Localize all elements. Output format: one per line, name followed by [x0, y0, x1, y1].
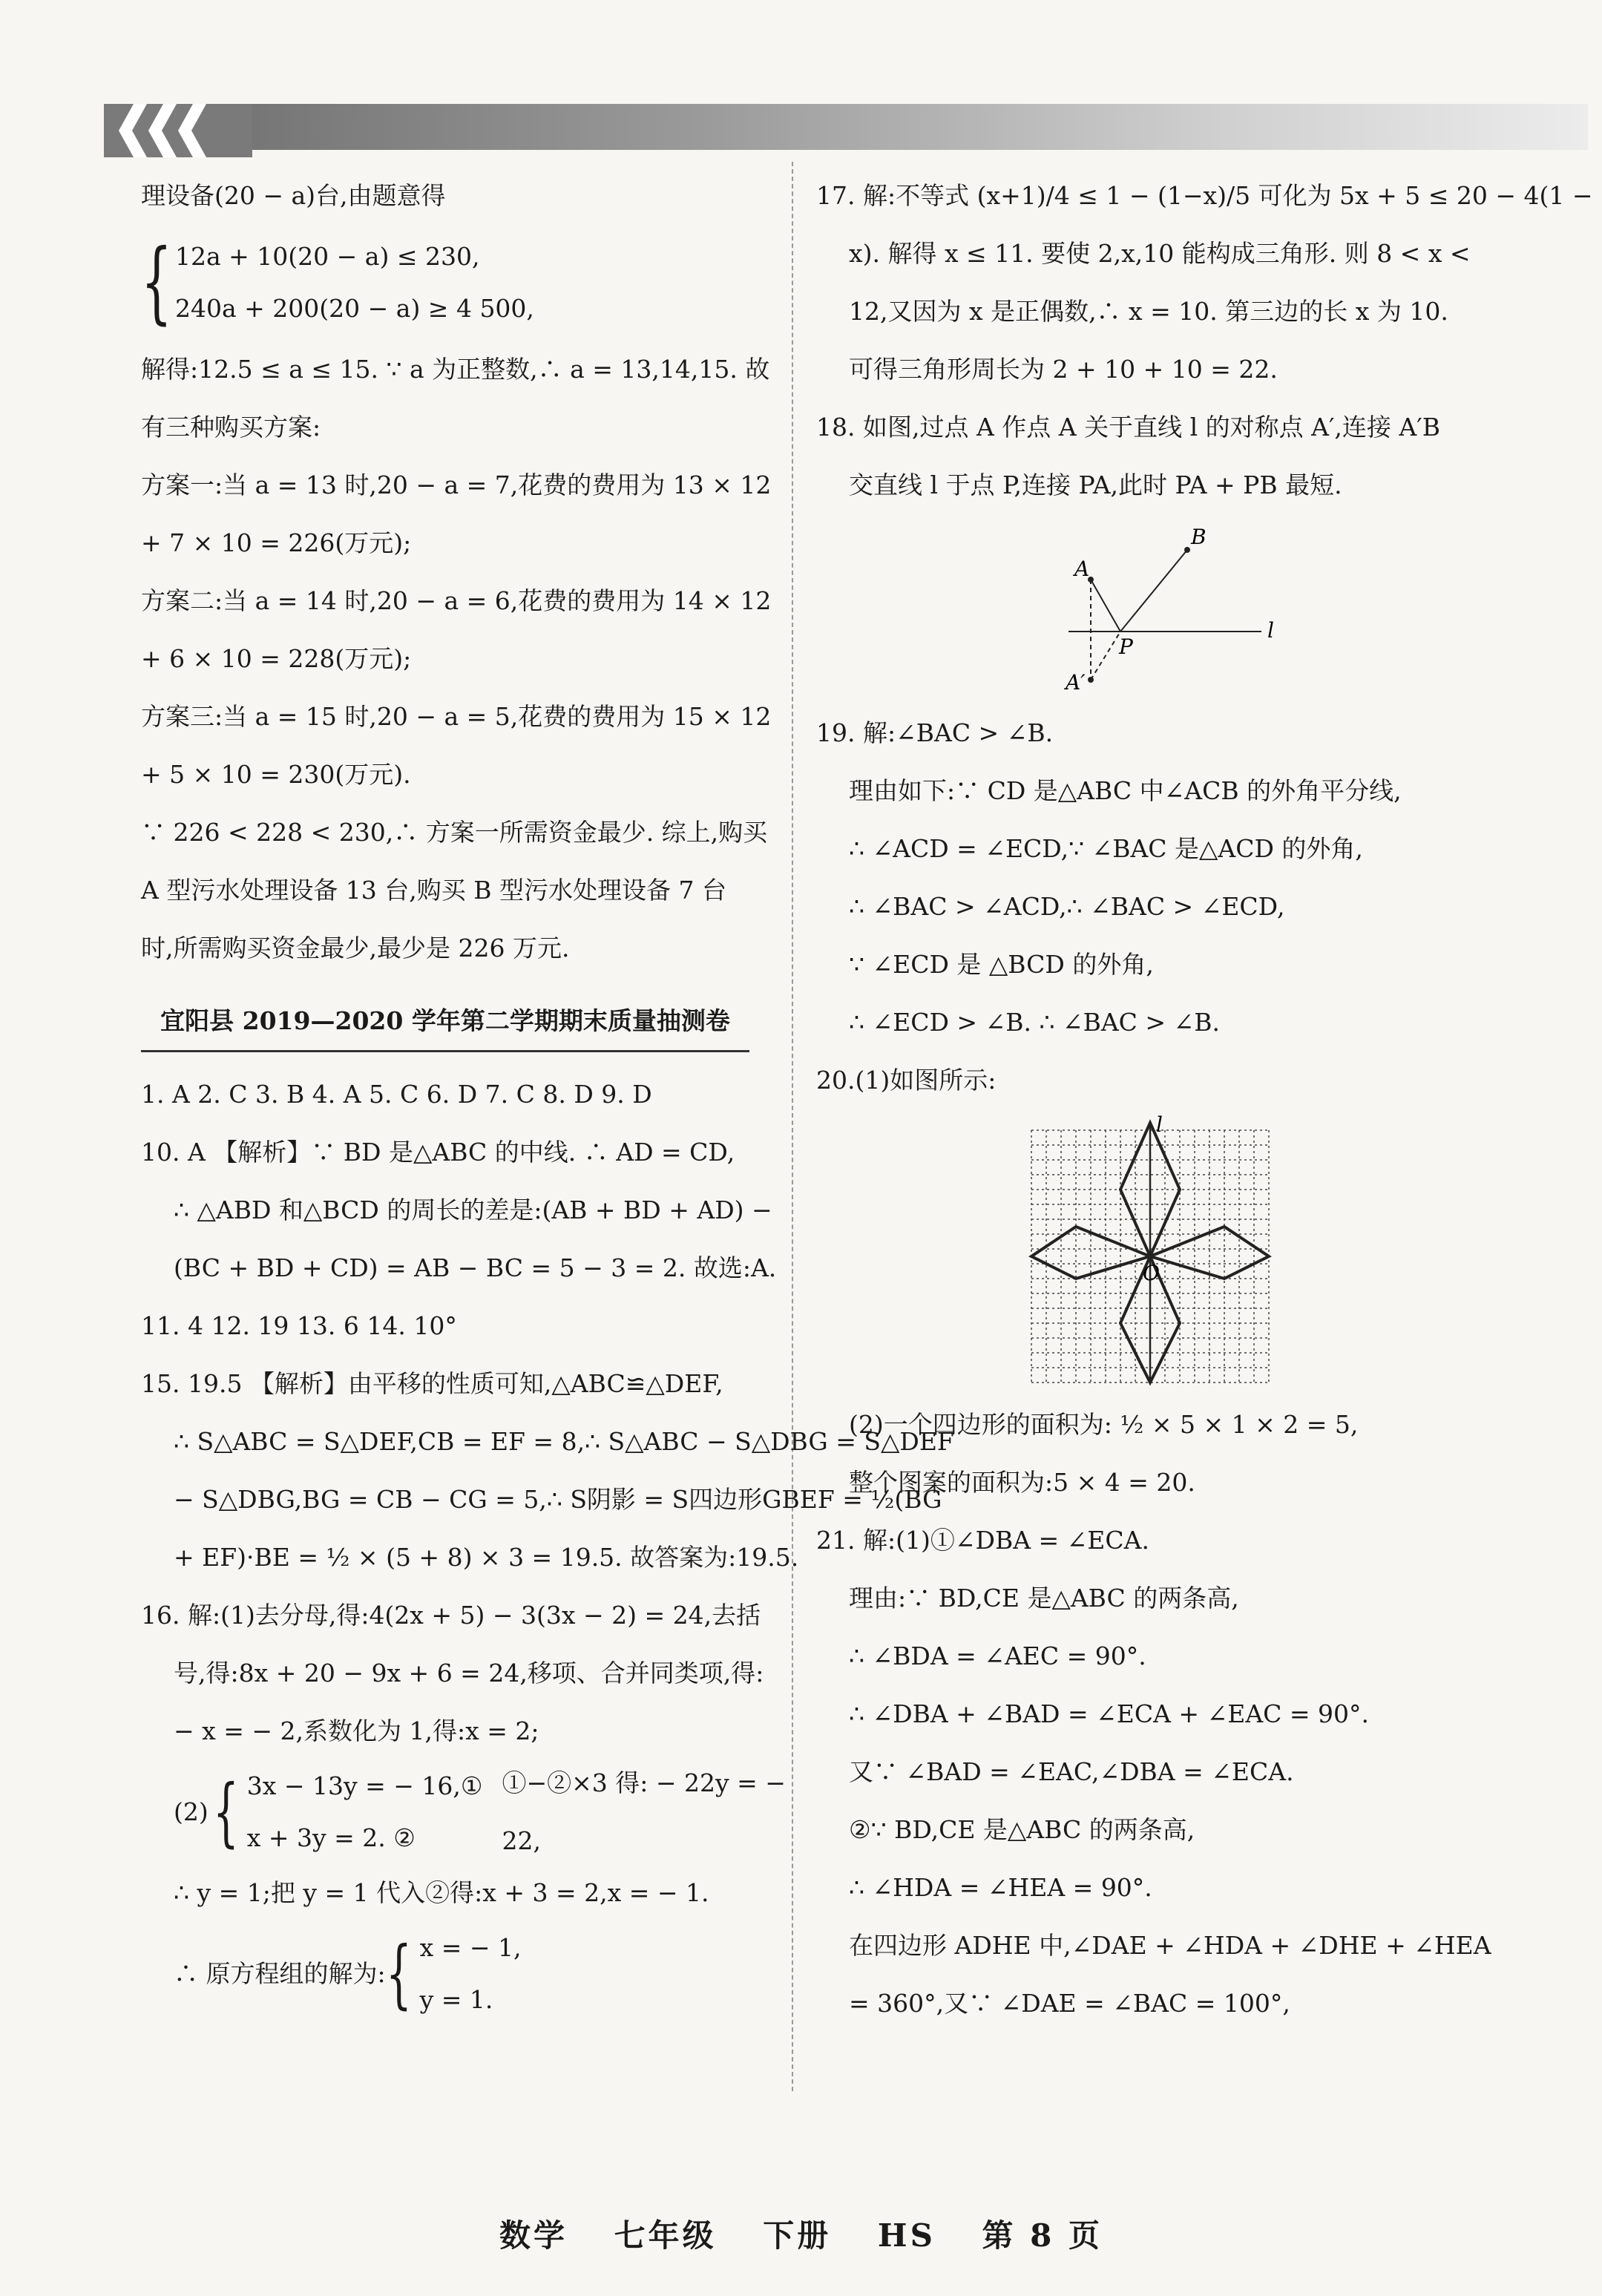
answer-line: ∴ ∠BDA = ∠AEC = 90°. [849, 1641, 1146, 1670]
solution-system [141, 1922, 794, 2026]
answer-line: − x = − 2,系数化为 1,得:x = 2; [174, 1716, 539, 1745]
answer-line: 在四边形 ADHE 中,∠DAE + ∠HDA + ∠DHE + ∠HEA [849, 1931, 1491, 1960]
answer-line: 15. 19.5 【解析】由平移的性质可知,△ABC≌△DEF, [141, 1369, 723, 1398]
text-line: + 5 × 10 = 230(万元). [141, 760, 411, 789]
symmetry-figure [816, 520, 1484, 698]
answer-line: 16. 解:(1)去分母,得:4(2x + 5) − 3(3x − 2) = 24,去括 [141, 1601, 761, 1630]
answer-line: ②∵ BD,CE 是△ABC 的两条高, [849, 1815, 1195, 1844]
section-heading: 宜阳县 2019—2020 学年第二学期期末质量抽测卷 [141, 992, 749, 1052]
answer-line: 可得三角形周长为 2 + 10 + 10 = 22. [849, 355, 1278, 384]
footer-term: 下册 [763, 2217, 832, 2254]
footer-subject: 数学 [499, 2217, 568, 2254]
label-b: B [1191, 525, 1207, 549]
footer-edition: HS [877, 2217, 936, 2254]
text-line: x + 3y = 2. ② [246, 1823, 416, 1852]
label-a: A [1074, 557, 1090, 581]
brace-icon: { [141, 231, 172, 334]
text-line: 12a + 10(20 − a) ≤ 230, [175, 242, 480, 271]
label-o: O [1143, 1261, 1160, 1285]
answer-line: 号,得:8x + 20 − 9x + 6 = 24,移项、合并同类项,得: [174, 1659, 764, 1687]
text-line: 方案三:当 a = 15 时,20 − a = 5,花费的费用为 15 × 12 [141, 702, 772, 731]
right-column [816, 167, 1593, 2033]
answer-line: ∴ ∠ACD = ∠ECD,∵ ∠BAC 是△ACD 的外角, [849, 834, 1363, 863]
answer-line: ∴ ∠HDA = ∠HEA = 90°. [849, 1873, 1152, 1902]
text-line: 理设备(20 − a)台,由题意得 [141, 181, 446, 210]
answer-line: 理由:∵ BD,CE 是△ABC 的两条高, [849, 1584, 1239, 1613]
text-line: ∴ 原方程组的解为: [174, 1959, 386, 1988]
answer-line: 交直线 l 于点 P,连接 PA,此时 PA + PB 最短. [849, 470, 1342, 499]
brace-icon: { [212, 1768, 239, 1855]
text-line: y = 1. [419, 1985, 493, 2014]
text-line: 3x − 13y = − 16,① [246, 1771, 483, 1800]
point-a-prime [1088, 677, 1094, 683]
answer-line: x). 解得 x ≤ 11. 要使 2,x,10 能构成三角形. 则 8 < x < [849, 239, 1471, 268]
label-l: l [1267, 618, 1274, 643]
header-chevron-icon [104, 96, 252, 157]
segment-pa [1091, 580, 1120, 632]
answer-line: 19. 解:∠BAC > ∠B. [816, 718, 1054, 747]
answer-line: 1. A 2. C 3. B 4. A 5. C 6. D 7. C 8. D 9. D [141, 1080, 652, 1109]
answer-line: ∴ ∠ECD > ∠B. ∴ ∠BAC > ∠B. [849, 1008, 1220, 1037]
text-line: 240a + 200(20 − a) ≥ 4 500, [175, 294, 534, 323]
answer-line: ∴ ∠DBA + ∠BAD = ∠ECA + ∠EAC = 90°. [849, 1699, 1370, 1728]
answer-line: ∴ y = 1;把 y = 1 代入②得:x + 3 = 2,x = − 1. [174, 1878, 709, 1907]
answer-line: 12,又因为 x 是正偶数,∴ x = 10. 第三边的长 x 为 10. [849, 297, 1448, 326]
segment-pb [1120, 550, 1187, 632]
answer-line: 10. A 【解析】∵ BD 是△ABC 的中线. ∴ AD = CD, [141, 1138, 735, 1167]
text-line: ∵ 226 < 228 < 230,∴ 方案一所需资金最少. 综上,购买 [141, 818, 768, 847]
answer-line: 11. 4 12. 19 13. 6 14. 10° [141, 1311, 457, 1340]
answer-line: + EF)·BE = ½ × (5 + 8) × 3 = 19.5. 故答案为:19.5. [174, 1543, 799, 1572]
text-line: + 7 × 10 = 226(万元); [141, 528, 412, 557]
grid-pattern-figure [816, 1115, 1484, 1390]
answer-line: ∵ ∠ECD 是 △BCD 的外角, [849, 950, 1154, 979]
footer-page-number: 第 8 页 [982, 2217, 1103, 2254]
answer-line: ∴ △ABD 和△BCD 的周长的差是:(AB + BD + AD) − [174, 1195, 772, 1224]
text-line: 方案一:当 a = 13 时,20 − a = 7,花费的费用为 13 × 12 [141, 470, 772, 499]
equation-system: (2) { 3x − 13y = − 16,① x + 3y = 2. ② ①−②×3 得: − 22y = − 22, [141, 1760, 794, 1864]
label-a-prime: A′ [1066, 670, 1086, 695]
answer-line: (BC + BD + CD) = AB − BC = 5 − 3 = 2. 故选:A. [174, 1253, 777, 1282]
label-p: P [1119, 634, 1133, 659]
text-line: A 型污水处理设备 13 台,购买 B 型污水处理设备 7 台 [141, 876, 726, 905]
answer-line: 18. 如图,过点 A 作点 A 关于直线 l 的对称点 A′,连接 A′B [816, 413, 1440, 442]
page-footer [0, 2211, 1602, 2256]
answer-line: 整个图案的面积为:5 × 4 = 20. [849, 1468, 1195, 1497]
point-b [1184, 547, 1190, 553]
text-line: 时,所需购买资金最少,最少是 226 万元. [141, 934, 570, 962]
brace-icon: { [385, 1930, 412, 2017]
text-line: 解得:12.5 ≤ a ≤ 15. ∵ a 为正整数,∴ a = 13,14,15. 故 [141, 355, 770, 384]
text-line: 方案二:当 a = 14 时,20 − a = 6,花费的费用为 14 × 12 [141, 586, 772, 615]
segment-ap [1091, 632, 1120, 680]
text-line: + 6 × 10 = 228(万元); [141, 644, 412, 673]
answer-line: 20.(1)如图所示: [816, 1066, 997, 1095]
answer-line: = 360°,又∵ ∠DAE = ∠BAC = 100°, [849, 1989, 1290, 2018]
text-line: 有三种购买方案: [141, 413, 321, 442]
label-l: l [1156, 1115, 1163, 1137]
answer-line: (2)一个四边形的面积为: ½ × 5 × 1 × 2 = 5, [849, 1410, 1359, 1439]
answer-line: ∴ S△ABC = S△DEF,CB = EF = 8,∴ S△ABC − S△DBG = S△DEF [174, 1427, 954, 1456]
answer-line: 21. 解:(1)①∠DBA = ∠ECA. [816, 1526, 1149, 1555]
answer-line: 17. 解:不等式 (x+1)/4 ≤ 1 − (1−x)/5 可化为 5x + 5 ≤ 20 − 4(1 − [816, 181, 1593, 210]
answer-line: − S△DBG,BG = CB − CG = 5,∴ S阴影 = S四边形GBEF = ½(BG [174, 1485, 942, 1514]
header-bar [104, 104, 1588, 150]
answer-line: ∴ ∠BAC > ∠ACD,∴ ∠BAC > ∠ECD, [849, 892, 1285, 921]
inequality-system [141, 225, 794, 341]
answer-line: 理由如下:∵ CD 是△ABC 中∠ACB 的外角平分线, [849, 776, 1402, 805]
text-line: ①−②×3 得: − 22y = − 22, [502, 1768, 786, 1855]
text-line: x = − 1, [419, 1933, 522, 1962]
footer-grade: 七年级 [614, 2217, 717, 2254]
answer-line: 又∵ ∠BAD = ∠EAC,∠DBA = ∠ECA. [849, 1757, 1294, 1786]
